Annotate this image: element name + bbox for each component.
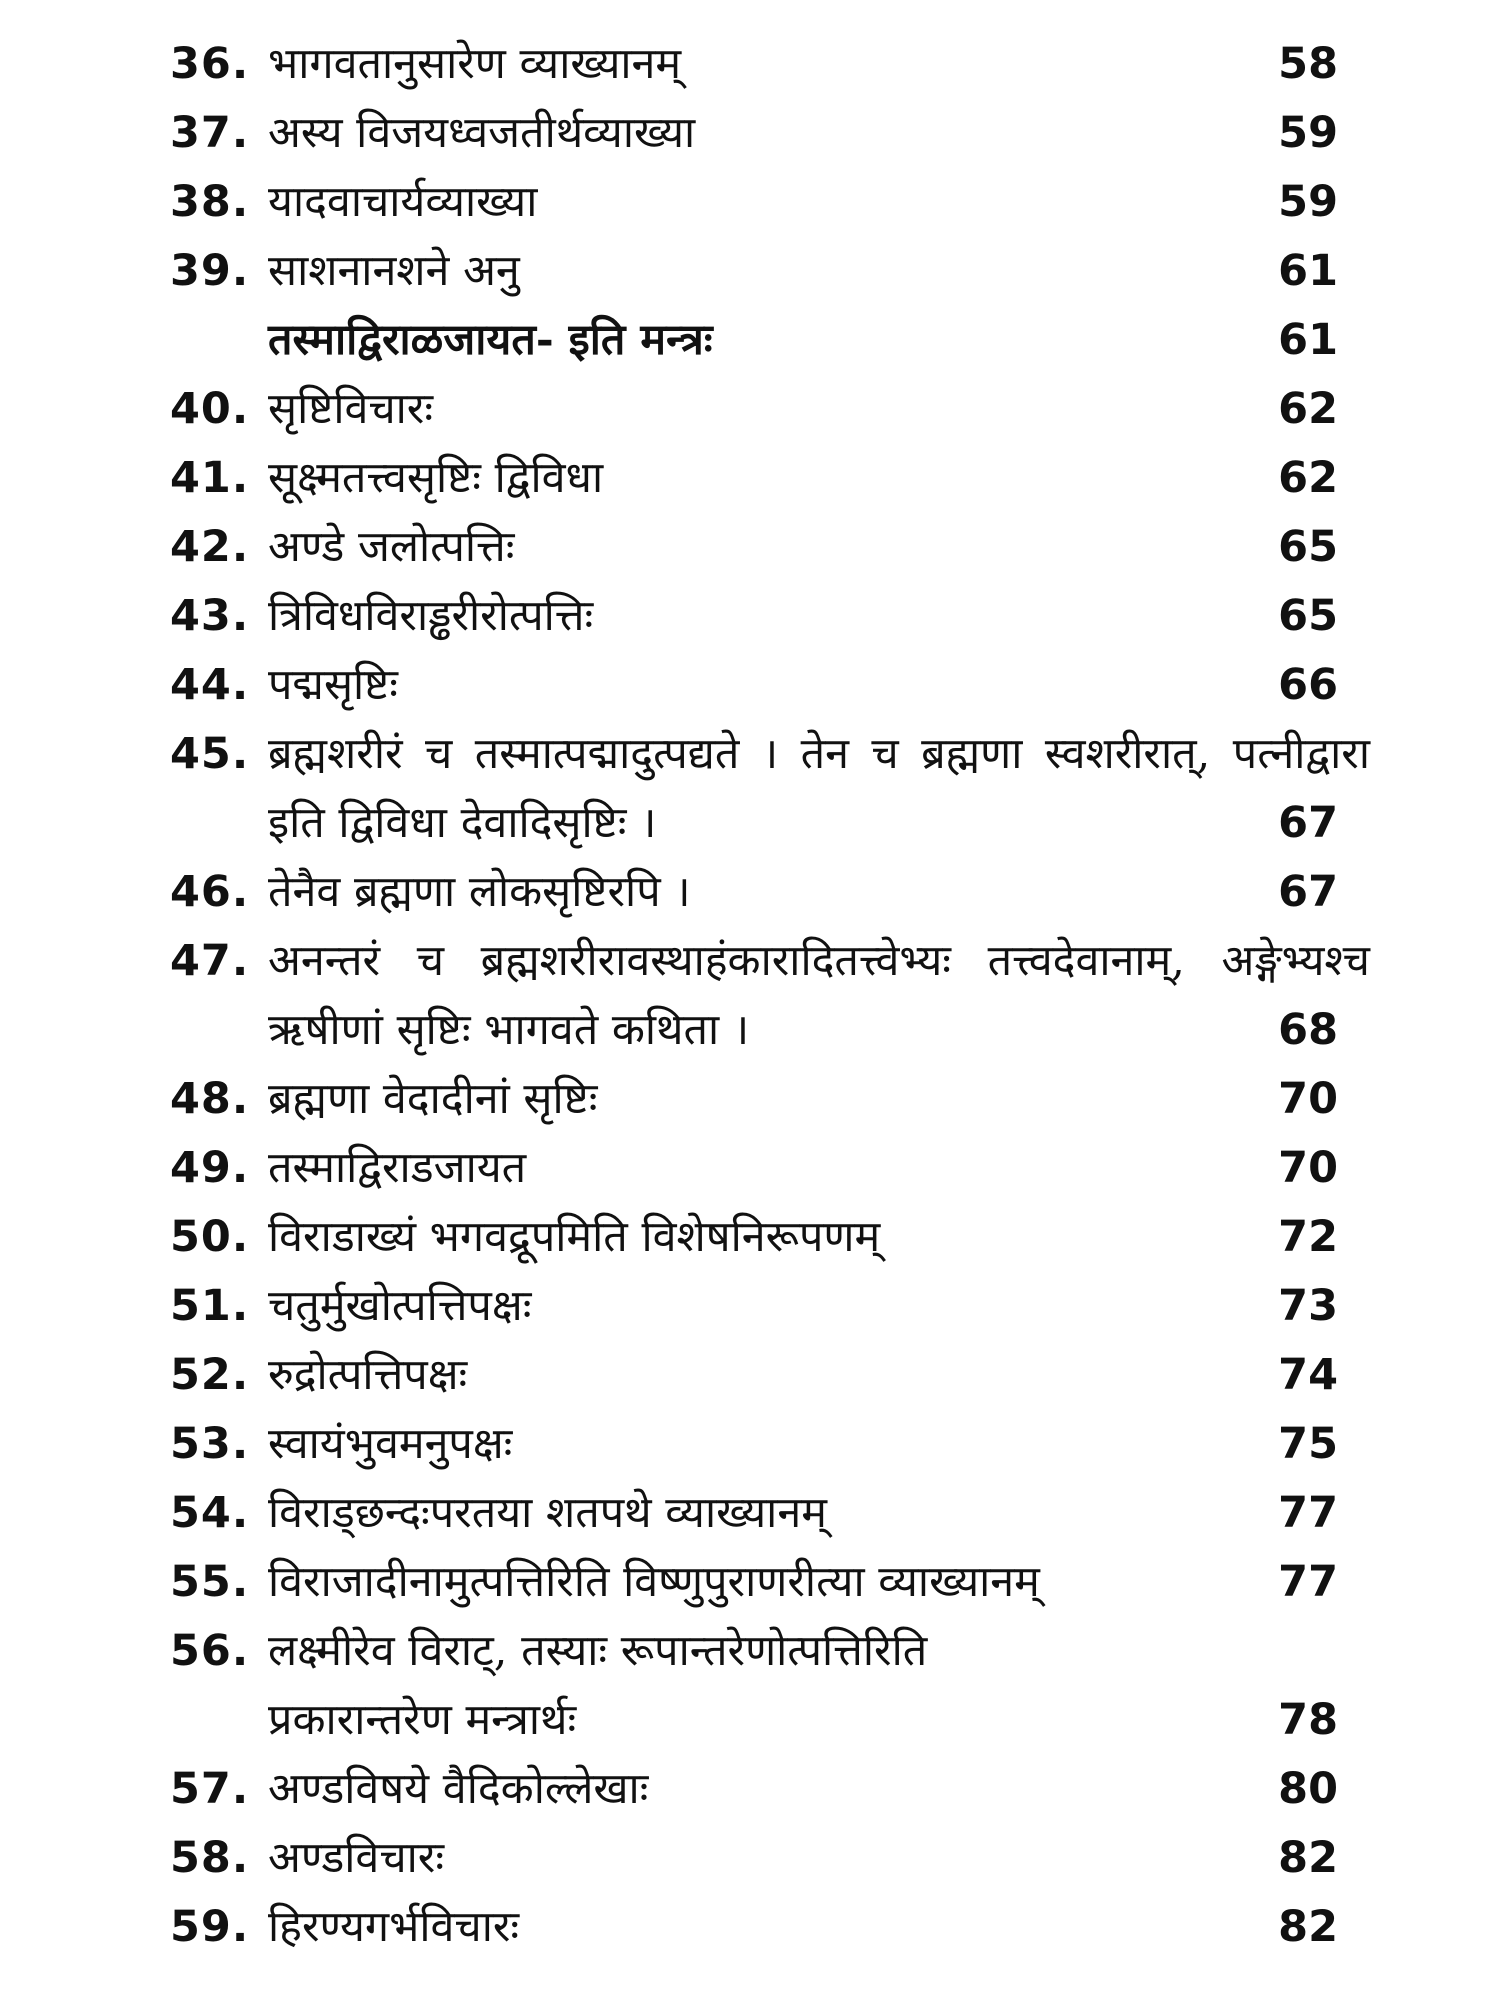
toc-entry (0, 306, 1500, 374)
entry-title: लक्ष्मीरेव विराट्, तस्याः रूपान्तरेणोत्पत्तिरिति (268, 1626, 928, 1676)
entry-title: रुद्रोत्पत्तिपक्षः (268, 1350, 468, 1400)
entry-number: 36. (170, 39, 250, 89)
entry-number: 53. (170, 1419, 250, 1469)
entry-title: ब्रह्मशरीरं च तस्मात्पद्मादुत्पद्यते । तेन च ब्रह्मणा स्वशरीरात्, पत्नीद्वारा (268, 729, 1370, 779)
entry-number: 50. (170, 1212, 250, 1262)
entry-title: ब्रह्मणा वेदादीनां सृष्टिः (268, 1074, 598, 1124)
entry-page-number: 68 (1278, 1005, 1338, 1055)
entry-page-number: 58 (1278, 39, 1338, 89)
entry-page-number: 73 (1278, 1281, 1338, 1331)
entry-page-number: 70 (1278, 1074, 1338, 1124)
entry-number: 52. (170, 1350, 250, 1400)
toc-entry (0, 1479, 1500, 1547)
entry-number: 39. (170, 246, 250, 296)
toc-entry (0, 1410, 1500, 1478)
entry-number: 38. (170, 177, 250, 227)
toc-entry (0, 789, 1500, 857)
entry-number: 55. (170, 1557, 250, 1607)
toc-entry (0, 1824, 1500, 1892)
entry-number: 44. (170, 660, 250, 710)
toc-entry (0, 1548, 1500, 1616)
entry-title: विराजादीनामुत्पत्तिरिति विष्णुपुराणरीत्या व्याख्यानम् (268, 1557, 1040, 1607)
entry-title: अण्डे जलोत्पत्तिः (268, 522, 515, 572)
entry-page-number: 67 (1278, 867, 1338, 917)
toc-entry (0, 1134, 1500, 1202)
entry-number: 41. (170, 453, 250, 503)
toc-entry (0, 1272, 1500, 1340)
entry-number: 46. (170, 867, 250, 917)
entry-title: विराड्छन्दःपरतया शतपथे व्याख्यानम् (268, 1488, 827, 1538)
entry-title: अण्डविचारः (268, 1833, 445, 1883)
toc-entry (0, 1341, 1500, 1409)
toc-entry (0, 168, 1500, 236)
toc-entry (0, 1686, 1500, 1754)
entry-page-number: 78 (1278, 1695, 1338, 1745)
entry-number: 45. (170, 729, 250, 779)
entry-number: 51. (170, 1281, 250, 1331)
entry-page-number: 61 (1278, 315, 1338, 365)
entry-title: अनन्तरं च ब्रह्मशरीरावस्थाहंकारादितत्त्वेभ्यः तत्त्वदेवानाम्, अङ्गेभ्यश्च (268, 936, 1370, 986)
toc-entry (0, 582, 1500, 650)
entry-page-number: 62 (1278, 384, 1338, 434)
entry-title: भागवतानुसारेण व्याख्यानम् (268, 39, 682, 89)
entry-page-number: 75 (1278, 1419, 1338, 1469)
entry-title: स्वायंभुवमनुपक्षः (268, 1419, 513, 1469)
entry-number: 49. (170, 1143, 250, 1193)
entry-title: तस्माद्विराळजायत- इति मन्त्रः (268, 315, 713, 365)
entry-title: इति द्विविधा देवादिसृष्टिः । (268, 798, 657, 848)
entry-title: हिरण्यगर्भविचारः (268, 1902, 520, 1952)
toc-entry (0, 30, 1500, 98)
entry-page-number: 59 (1278, 177, 1338, 227)
toc-entry (0, 237, 1500, 305)
entry-title: अस्य विजयध्वजतीर्थव्याख्या (268, 108, 696, 158)
entry-number: 48. (170, 1074, 250, 1124)
toc-entry (0, 651, 1500, 719)
entry-page-number: 66 (1278, 660, 1338, 710)
entry-page-number: 74 (1278, 1350, 1338, 1400)
entry-title: ऋषीणां सृष्टिः भागवते कथिता । (268, 1005, 750, 1055)
entry-number: 54. (170, 1488, 250, 1538)
entry-page-number: 72 (1278, 1212, 1338, 1262)
toc-entry (0, 513, 1500, 581)
entry-page-number: 80 (1278, 1764, 1338, 1814)
entry-title: सूक्ष्मतत्त्वसृष्टिः द्विविधा (268, 453, 604, 503)
entry-page-number: 82 (1278, 1902, 1338, 1952)
entry-number: 42. (170, 522, 250, 572)
entry-page-number: 65 (1278, 522, 1338, 572)
entry-page-number: 82 (1278, 1833, 1338, 1883)
toc-entry (0, 375, 1500, 443)
entry-title: तेनैव ब्रह्मणा लोकसृष्टिरपि । (268, 867, 691, 917)
entry-page-number: 59 (1278, 108, 1338, 158)
entry-number: 40. (170, 384, 250, 434)
entry-page-number: 77 (1278, 1488, 1338, 1538)
entry-number: 59. (170, 1902, 250, 1952)
toc-entry (0, 996, 1500, 1064)
entry-number: 56. (170, 1626, 250, 1676)
entry-page-number: 77 (1278, 1557, 1338, 1607)
toc-entry (0, 1203, 1500, 1271)
toc-entry (0, 444, 1500, 512)
toc-entry (0, 927, 1500, 995)
entry-title: चतुर्मुखोत्पत्तिपक्षः (268, 1281, 532, 1331)
toc-entry (0, 99, 1500, 167)
toc-entry (0, 1893, 1500, 1961)
toc-entry (0, 1617, 1500, 1685)
entry-page-number: 61 (1278, 246, 1338, 296)
entry-title: विराडाख्यं भगवद्रूपमिति विशेषनिरूपणम् (268, 1212, 881, 1262)
entry-title: यादवाचार्यव्याख्या (268, 177, 538, 227)
entry-title: पद्मसृष्टिः (268, 660, 398, 710)
entry-number: 47. (170, 936, 250, 986)
entry-number: 43. (170, 591, 250, 641)
toc-entry (0, 858, 1500, 926)
entry-number: 57. (170, 1764, 250, 1814)
entry-page-number: 70 (1278, 1143, 1338, 1193)
entry-number: 58. (170, 1833, 250, 1883)
entry-title: त्रिविधविराड्ढरीरोत्पत्तिः (268, 591, 594, 641)
entry-page-number: 67 (1278, 798, 1338, 848)
entry-title: सृष्टिविचारः (268, 384, 434, 434)
entry-number: 37. (170, 108, 250, 158)
toc-entry (0, 1065, 1500, 1133)
toc-entry (0, 1755, 1500, 1823)
entry-title: तस्माद्विराडजायत (268, 1143, 527, 1193)
toc-entry (0, 720, 1500, 788)
entry-page-number: 62 (1278, 453, 1338, 503)
entry-page-number: 65 (1278, 591, 1338, 641)
entry-title: प्रकारान्तरेण मन्त्रार्थः (268, 1695, 577, 1745)
entry-title: साशनानशने अनु (268, 246, 520, 296)
entry-title: अण्डविषये वैदिकोल्लेखाः (268, 1764, 649, 1814)
